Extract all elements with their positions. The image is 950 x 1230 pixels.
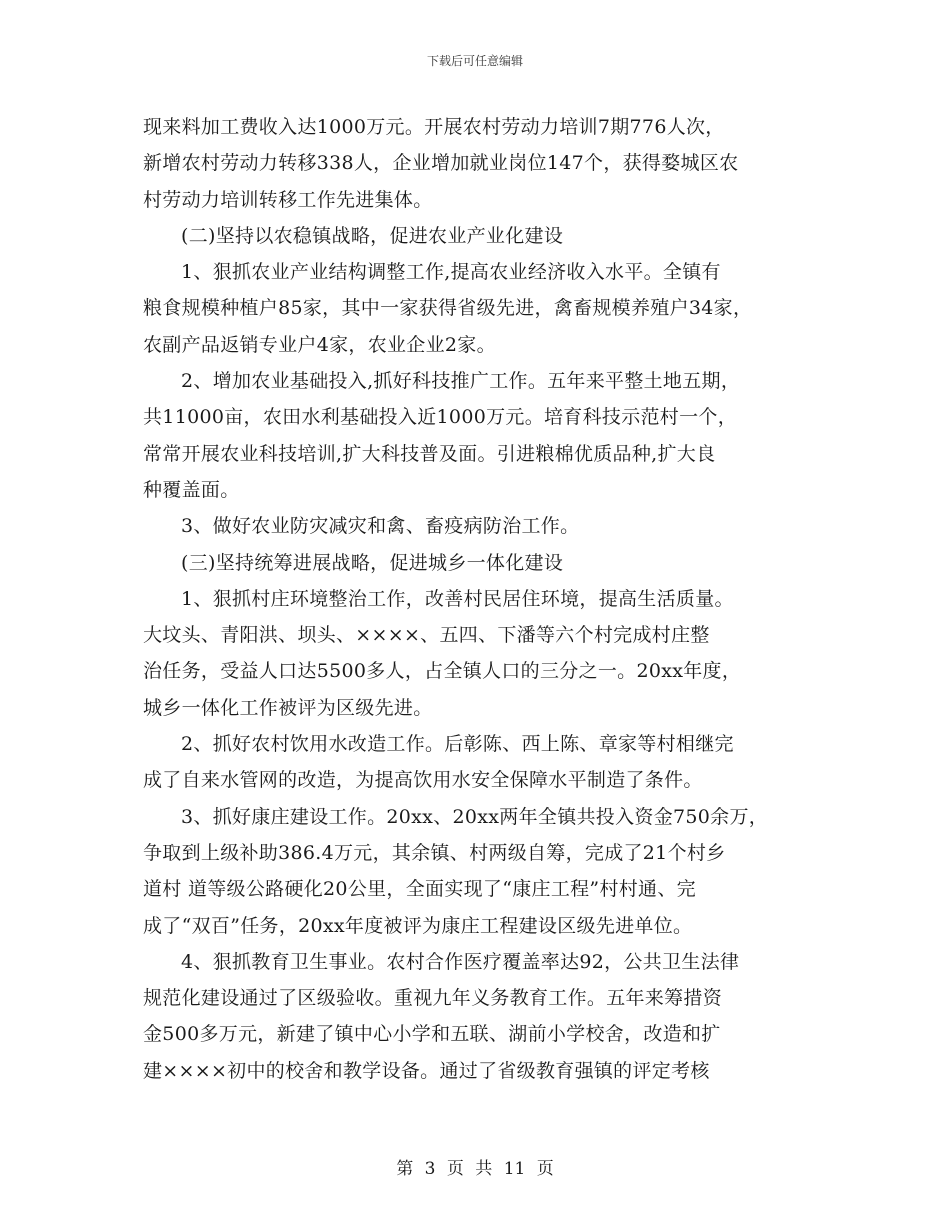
page-footer-number: 第 3 页 共 11 页 [396,1159,554,1179]
text-line: 2、抓好农村饮用水改造工作。后彰陈、西上陈、章家等村相继完 [181,733,734,756]
text-line: 城乡一体化工作被评为区级先进。 [143,696,433,719]
text-line: 农副产品返销专业户4家，农业企业2家。 [143,333,496,356]
document-body [143,109,843,1089]
text-line: (三)坚持统筹进展战略，促进城乡一体化建设 [181,551,564,574]
text-line: 共11000亩，农田水利基础投入近1000万元。培育科技示范村一个， [143,406,737,429]
text-line: 大坟头、青阳洪、坝头、××××、五四、下潘等六个村完成村庄整 [143,624,710,647]
text-line: 2、增加农业基础投入,抓好科技推广工作。五年来平整土地五期， [181,370,741,393]
text-line: 成了“双百”任务，20xx年度被评为康庄工程建设区级先进单位。 [143,914,693,937]
text-line: 规范化建设通过了区级验收。重视九年义务教育工作。五年来筹措资 [143,987,723,1010]
text-line: 建××××初中的校舍和教学设备。通过了省级教育强镇的评定考核 [143,1059,710,1082]
text-line: 种覆盖面。 [143,478,240,501]
text-line: 成了自来水管网的改造，为提高饮用水安全保障水平制造了条件。 [143,769,703,792]
text-line: (二)坚持以农稳镇战略，促进农业产业化建设 [181,224,564,247]
text-line: 治任务，受益人口达5500多人，占全镇人口的三分之一。20xx年度， [143,660,742,683]
text-line: 新增农村劳动力转移338人，企业增加就业岗位147个，获得婺城区农 [143,152,739,175]
text-line: 1、狠抓农业产业结构调整工作,提高农业经济收入水平。全镇有 [181,261,721,284]
text-line: 道村 道等级公路硬化20公里，全面实现了“康庄工程”村村通、完 [143,878,696,901]
text-line: 村劳动力培训转移工作先进集体。 [143,188,433,211]
text-line: 3、抓好康庄建设工作。20xx、20xx两年全镇共投入资金750余万， [181,805,769,828]
text-line: 1、狠抓村庄环境整治工作，改善村民居住环境，提高生活质量。 [181,587,734,610]
text-line: 争取到上级补助386.4万元，其余镇、村两级自筹，完成了21个村乡 [143,841,726,864]
text-line: 常常开展农业科技培训,扩大科技普及面。引进粮棉优质品种,扩大良 [143,442,716,465]
text-line: 现来料加工费收入达1000万元。开展农村劳动力培训7期776人次， [143,116,725,138]
text-line: 4、狠抓教育卫生事业。农村合作医疗覆盖率达92，公共卫生法律 [181,950,740,973]
text-line: 3、做好农业防灾减灾和禽、畜疫病防治工作。 [181,515,580,538]
text-line: 金500多万元，新建了镇中心小学和五联、湖前小学校舍，改造和扩 [143,1023,721,1046]
page-header-note: 下载后可任意编辑 [426,54,523,68]
text-line: 粮食规模种植户85家，其中一家获得省级先进，禽畜规模养殖户34家， [143,297,753,320]
